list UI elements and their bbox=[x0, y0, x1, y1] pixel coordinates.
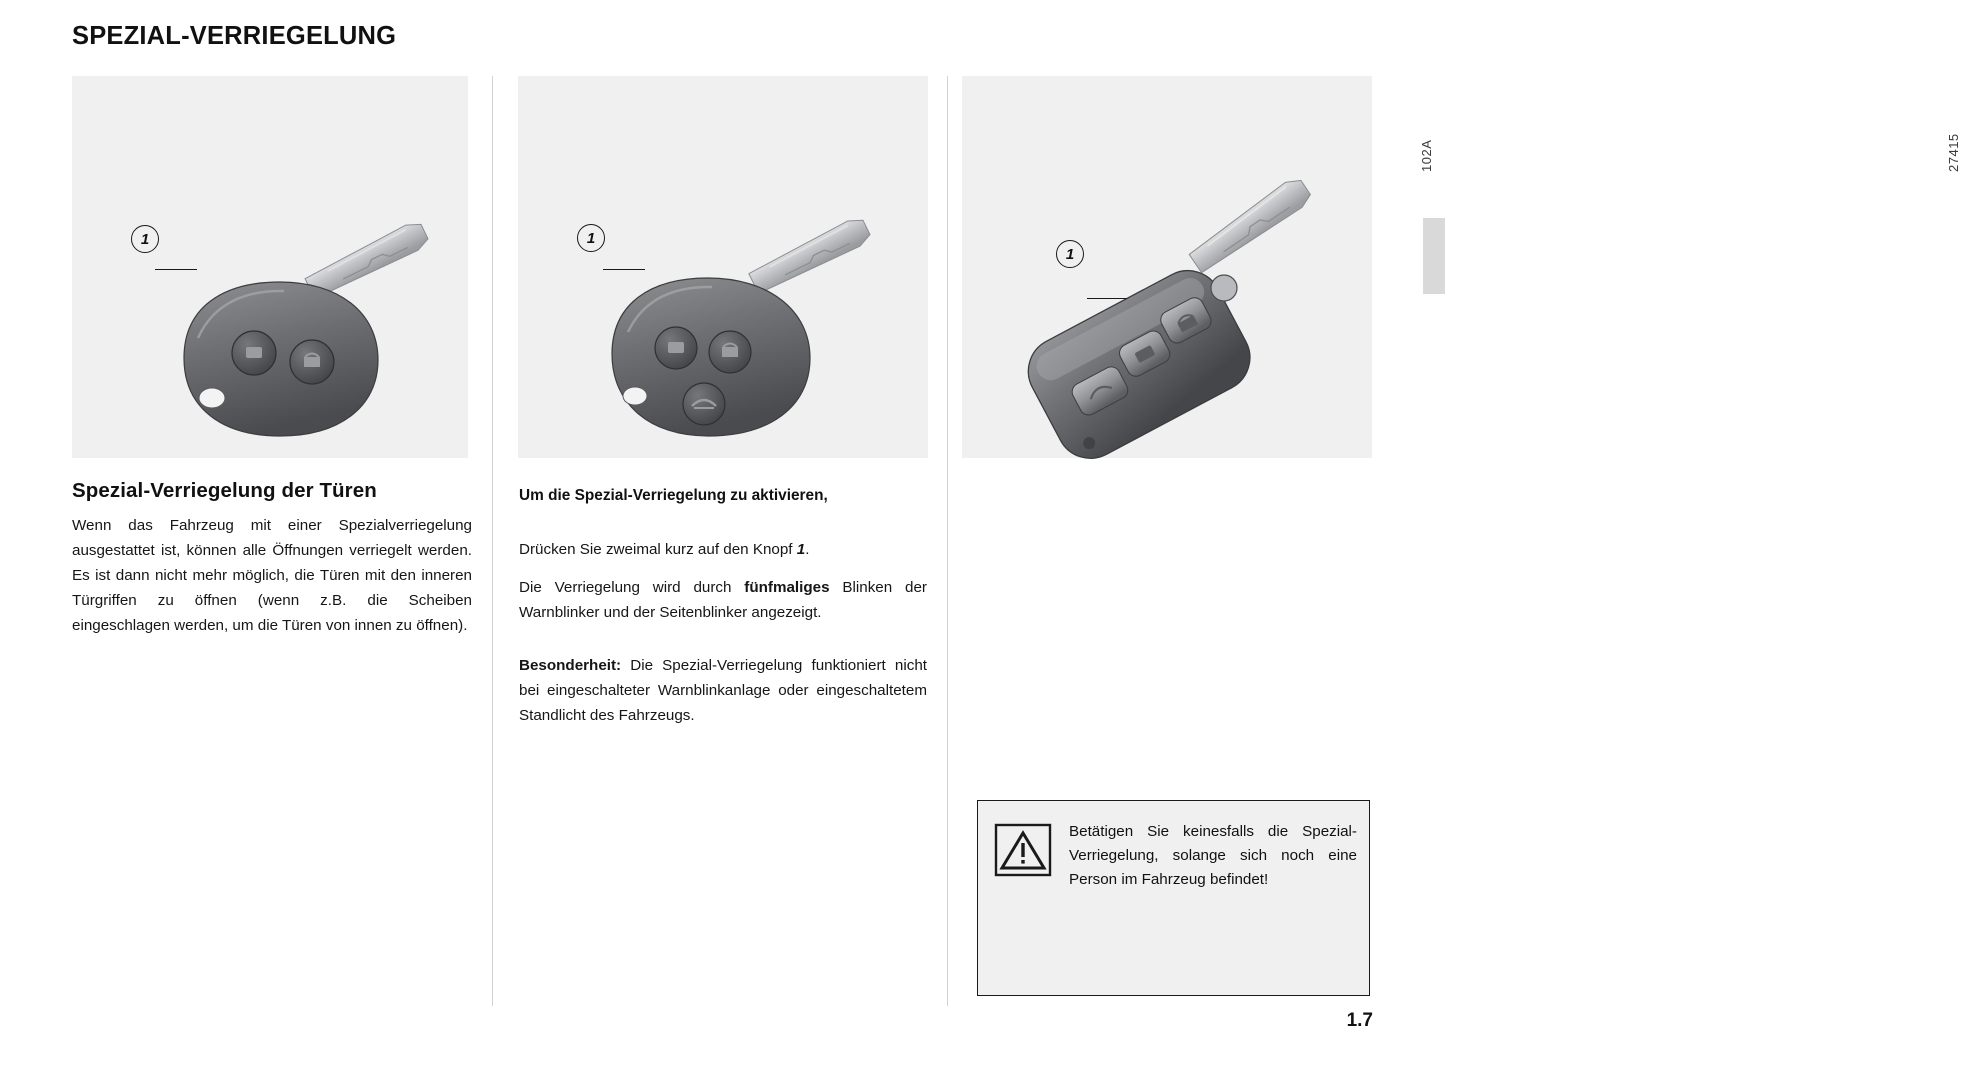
paragraph-activate-pre: Drücken Sie zweimal kurz auf den Knopf bbox=[519, 541, 797, 558]
paragraph-doors: Wenn das Fahrzeug mit einer Spezialverriegelung ausgestattet ist, können alle Öffnungen verriegelt werden. Es ist dann nicht mehr möglich, die Türen mit den inneren Türgriffen zu öffnen (wenn z.B. die Scheiben eingeschlagen werden, um die Türen von innen zu öffnen). bbox=[72, 517, 472, 634]
paragraph-blink-bold: fünfmaliges bbox=[744, 579, 830, 596]
page-number: 1.7 bbox=[1346, 1010, 1373, 1031]
callout-leader-1 bbox=[155, 269, 197, 270]
key-two-buttons-illustration bbox=[72, 76, 468, 458]
figure-key-three-buttons bbox=[518, 76, 1434, 458]
column-divider-2 bbox=[947, 76, 948, 1006]
figure-code: 27415 bbox=[1946, 133, 1961, 172]
paragraph-blink-pre: Die Verriegelung wird durch bbox=[519, 579, 745, 596]
figure-key-two-buttons bbox=[72, 76, 468, 458]
paragraph-blink bbox=[519, 575, 927, 625]
paragraph-activate bbox=[519, 537, 927, 562]
paragraph-blink-post: Blinken der Warnblinker und der Seitenblinker angezeigt. bbox=[519, 579, 927, 621]
figure-code: 102A bbox=[1419, 139, 1434, 172]
paragraph-special-note-label: Besonderheit: bbox=[519, 657, 622, 674]
paragraph-special-note-text: Die Spezial-Verriegelung funktioniert nicht bei eingeschalteter Warnblinkanlage oder eingeschaltetem Standlicht des Fahrzeugs. bbox=[519, 657, 927, 724]
section-heading-activate: Um die Spezial-Verriegelung zu aktivieren, bbox=[519, 487, 828, 504]
callout-leader-3 bbox=[1087, 298, 1127, 299]
warning-text: Betätigen Sie keinesfalls die Spezial-Verriegelung, solange sich noch eine Person im Fahrzeug befindet! bbox=[1069, 823, 1357, 888]
section-heading-doors: Spezial-Verriegelung der Türen bbox=[72, 479, 377, 502]
callout-number-1: 1 bbox=[131, 225, 159, 253]
paragraph-activate-post: . bbox=[805, 541, 810, 558]
callout-number-2: 1 bbox=[577, 224, 605, 252]
folding-key-illustration bbox=[962, 76, 1372, 458]
key-three-buttons-illustration bbox=[518, 76, 928, 458]
paragraph-special-note bbox=[519, 653, 927, 728]
page-edge-tab bbox=[1423, 218, 1445, 294]
warning-triangle-icon bbox=[995, 824, 1051, 876]
callout-number-3: 1 bbox=[1056, 240, 1084, 268]
page-title: SPEZIAL-VERRIEGELUNG bbox=[72, 22, 397, 50]
column-divider-1 bbox=[492, 76, 493, 1006]
callout-leader-2 bbox=[603, 269, 645, 270]
paragraph-activate-button: 1 bbox=[796, 541, 806, 558]
